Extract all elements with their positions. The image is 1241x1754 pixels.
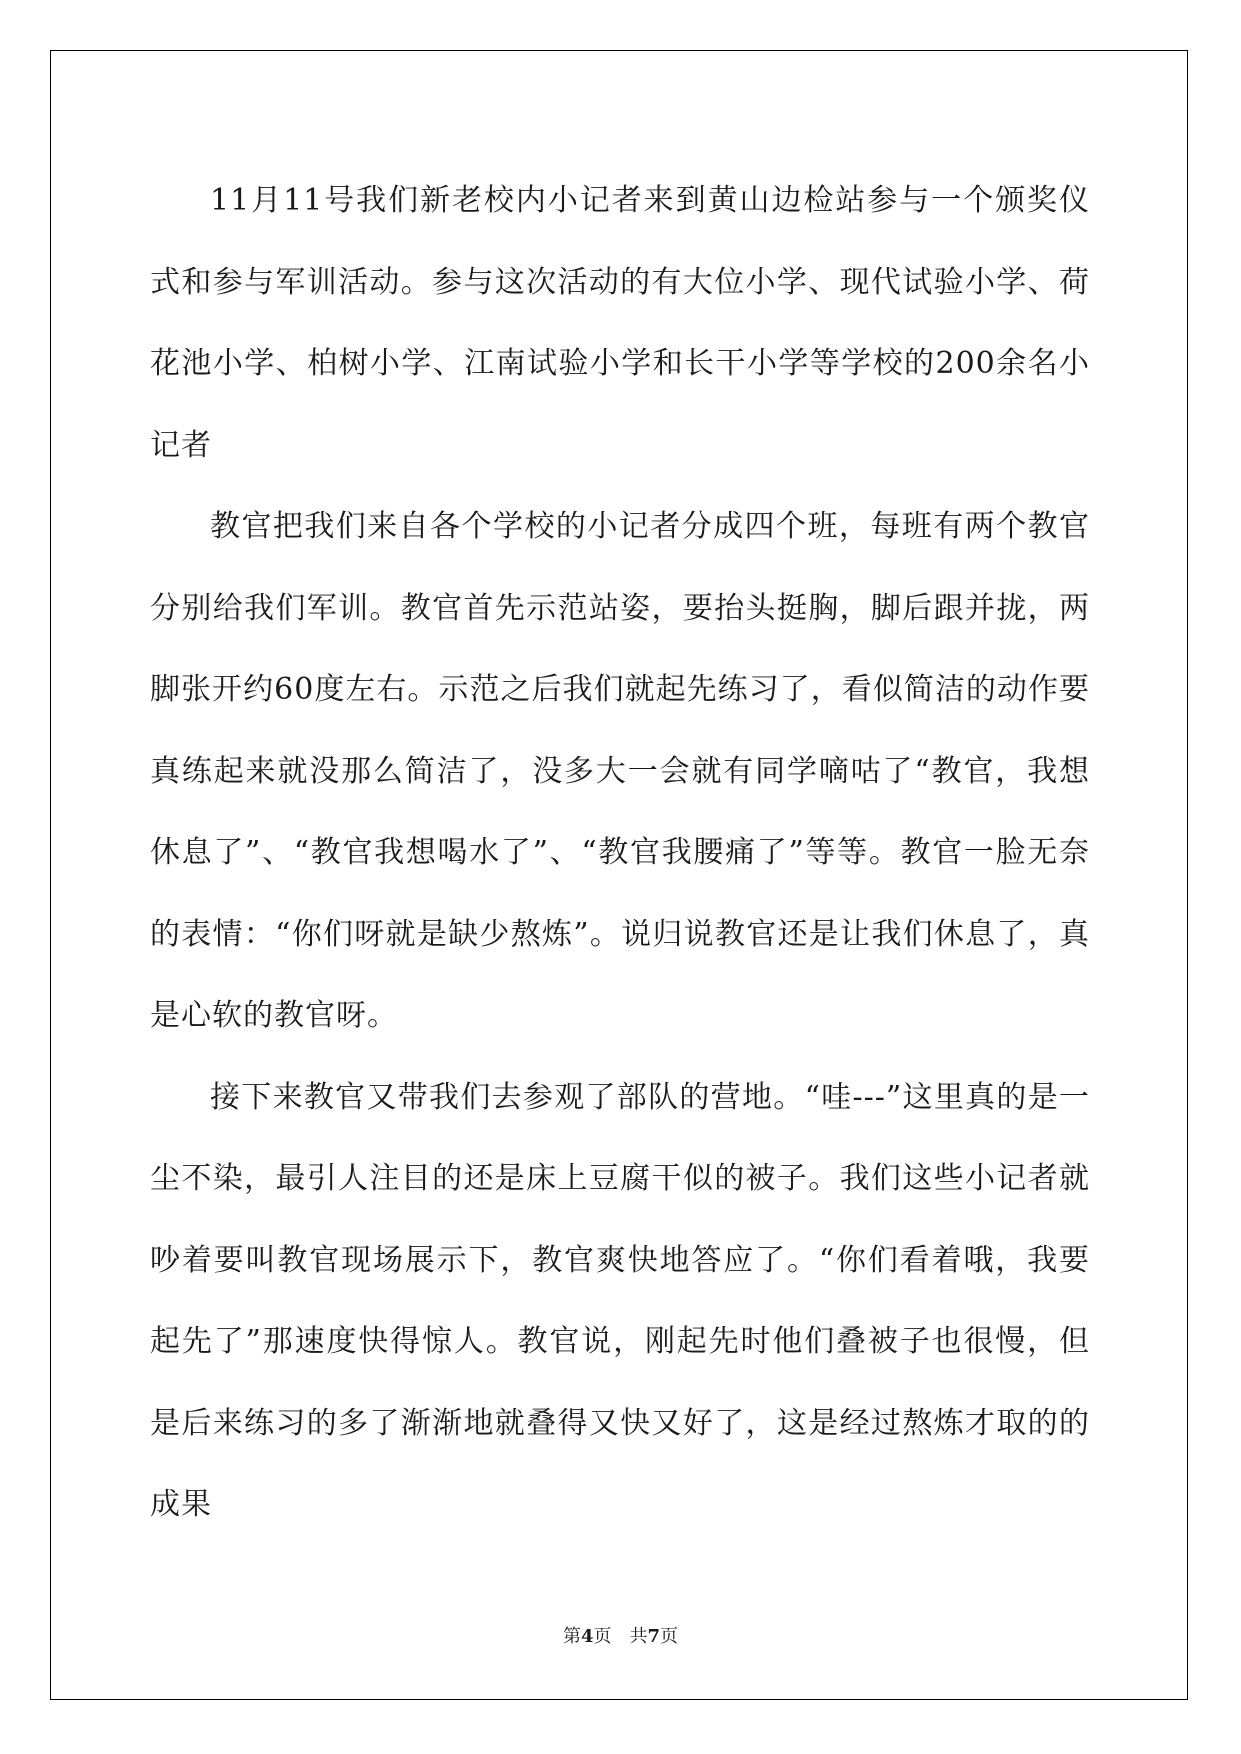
- page-footer: [0, 1622, 1241, 1648]
- current-page-number: 4: [580, 1626, 594, 1647]
- paragraph-1: 11月11号我们新老校内小记者来到黄山边检站参与一个颁奖仪式和参与军训活动。参与这次活动的有大位小学、现代试验小学、荷花池小学、柏树小学、江南试验小学和长干小学等学校的200余名小记者: [150, 183, 1090, 463]
- paragraph-2: 教官把我们来自各个学校的小记者分成四个班，每班有两个教官分别给我们军训。教官首先示范站姿，要抬头挺胸，脚后跟并拢，两脚张开约60度左右。示范之后我们就起先练习了，看似简洁的动作要真练起来就没那么简洁了，没多大一会就有同学嘀咕了“教官，我想休息了”、“教官我想喝水了”、“教官我腰痛了”等等。教官一脸无奈的表情：“你们呀就是缺少熬炼”。说归说教官还是让我们休息了，真是心软的教官呀。: [150, 509, 1090, 1033]
- document-body: [150, 160, 1090, 1546]
- total-page-number: 7: [647, 1626, 661, 1647]
- footer-prefix: 第: [562, 1626, 581, 1647]
- footer-suffix: 页: [660, 1626, 679, 1647]
- paragraph-3: 接下来教官又带我们去参观了部队的营地。“哇---”这里真的是一尘不染，最引人注目的还是床上豆腐干似的被子。我们这些小记者就吵着要叫教官现场展示下，教官爽快地答应了。“你们看着哦，我要起先了”那速度快得惊人。教官说，刚起先时他们叠被子也很慢，但是后来练习的多了渐渐地就叠得又快又好了，这是经过熬炼才取的的成果: [150, 1079, 1090, 1522]
- footer-mid: 页 共: [593, 1626, 648, 1647]
